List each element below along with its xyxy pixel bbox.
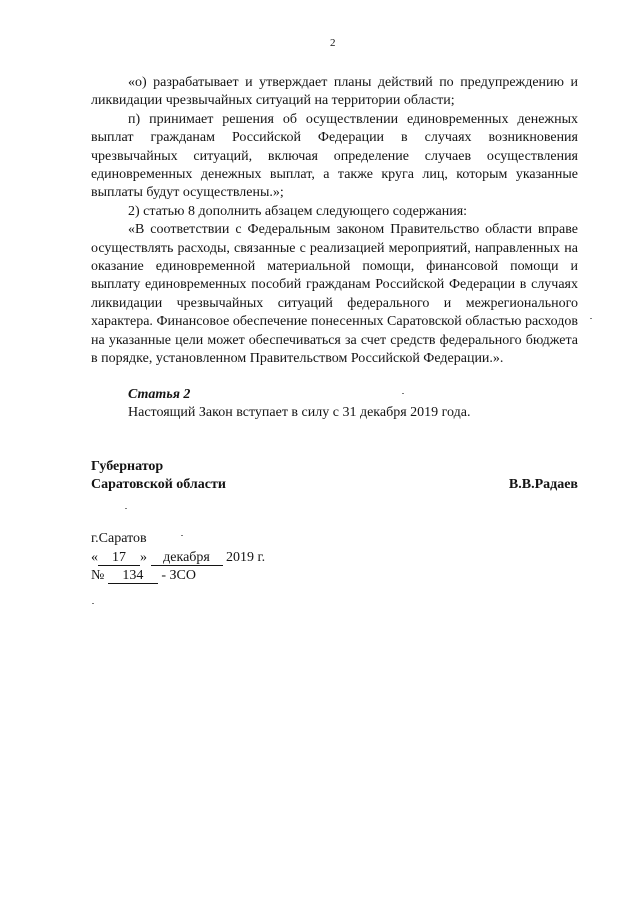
article-text: Настоящий Закон вступает в силу с 31 декабря 2019 года. xyxy=(128,404,471,420)
scan-speck xyxy=(125,508,127,509)
date-year: 2019 г. xyxy=(226,549,266,565)
law-number-suffix: - ЗСО xyxy=(161,568,196,583)
scan-speck xyxy=(181,535,183,536)
date-month: декабря xyxy=(151,550,223,566)
paragraph-amendment-article-8: 2) статью 8 дополнить абзацем следующего содержания: xyxy=(128,203,468,219)
scan-speck xyxy=(92,603,94,604)
signatory-title-line1: Губернатор xyxy=(91,459,164,474)
scan-speck xyxy=(590,318,592,319)
article-heading: Статья 2 xyxy=(128,386,191,402)
paragraph-item-o: «о) разрабатывает и утверждает планы действий по предупреждению и ликвидации чрезвычайных ситуаций на территории области; xyxy=(91,75,578,109)
law-number-value: 134 xyxy=(108,568,158,584)
law-number xyxy=(91,567,265,586)
paragraph-new-clause: «В соответствии с Федеральным законом Правительство области вправе осуществлять расходы, связанные с реализацией мероприятий, направленных на оказание единовременной материальной помощи, финансовой помощи и выплату единовременных пособий гражданам Российской Федерации в случаях ликвидации чрезвычайных ситуаций федерального и межрегионального характера. Финансовое обеспечение понесенных Саратовской областью расходов на указанные цели может обеспечиваться за счет средств федерального бюджета в порядке, установленном Правительством Российской Федерации.». xyxy=(91,222,578,367)
law-number-prefix: № xyxy=(91,568,105,583)
date-day: 17 xyxy=(98,550,140,566)
signing-date xyxy=(91,549,265,568)
place-of-signing: г.Саратов xyxy=(91,531,147,546)
document-details xyxy=(91,530,265,586)
date-open-quote: « xyxy=(91,549,98,565)
page-number: 2 xyxy=(330,37,336,49)
signatory-name: В.В.Радаев xyxy=(508,477,578,493)
document-body xyxy=(91,74,578,422)
date-close-quote: » xyxy=(140,549,147,565)
signature-block xyxy=(91,458,578,495)
scan-speck xyxy=(402,393,404,394)
signatory-title-line2: Саратовской области xyxy=(91,477,226,493)
paragraph-item-p: п) принимает решения об осуществлении единовременных денежных выплат гражданам Российской Федерации в случаях возникновения чрезвычайных ситуаций, включая определение случаев осуществления единовременных денежных выплат, а также круга лиц, которым указанные выплаты будут осуществлены.»; xyxy=(91,111,578,201)
